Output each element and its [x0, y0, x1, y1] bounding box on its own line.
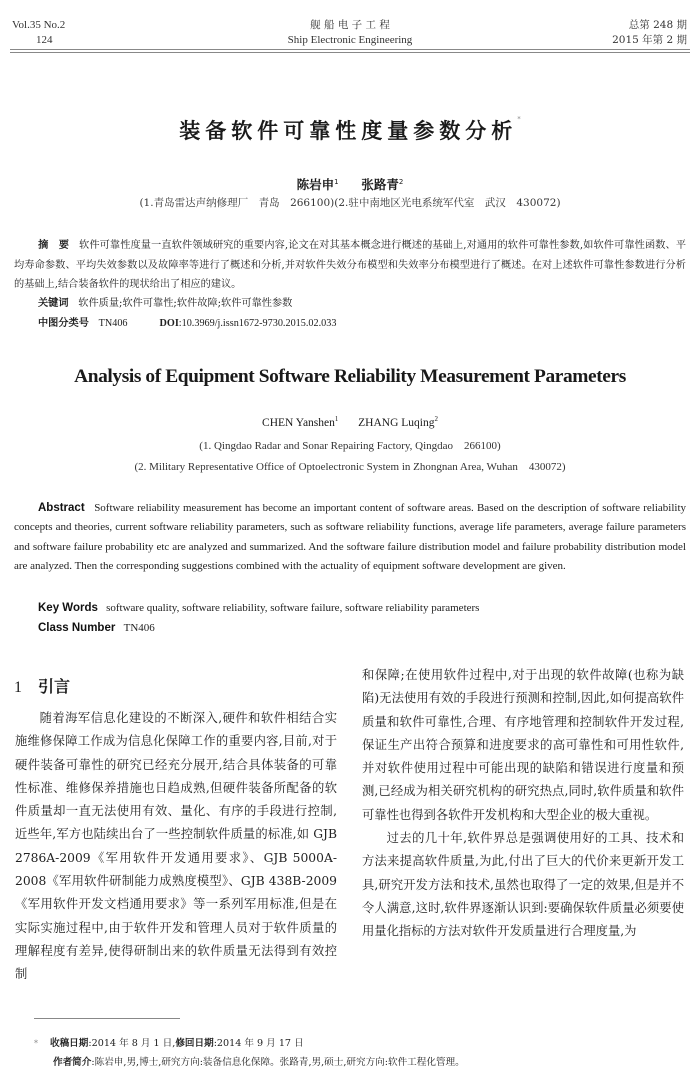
- abstract-en: [14, 499, 686, 577]
- title-footnote-mark: *: [517, 115, 521, 123]
- paper-title-en: Analysis of Equipment Software Reliability Measurement Parameters: [74, 366, 626, 387]
- journal-name-cn: 舰 船 电 子 工 程: [310, 19, 390, 31]
- page-number: 124: [36, 34, 53, 46]
- body-column-right: [362, 664, 684, 944]
- received-date: :2014 年 8 月 1 日,: [88, 1038, 176, 1049]
- doi-value: :10.3969/j.issn1672-9730.2015.02.033: [178, 318, 337, 329]
- keywords-en: [14, 599, 686, 618]
- paragraph: 随着海军信息化建设的不断深入,硬件和软件相结合实施维修保障工作成为信息化保障工作的重要内容,目前,对于硬件装备可靠性的研究已经充分展开,结合具体装备的可靠性标准、维修保养措施也日趋成熟,但硬件装备所配备的软件质量却一直无法使用有效、量化、有序的手段进行控制,近些年,军方也陆续出台了一些控制软件质量的标准,如 GJB 2786A-2009《军用软件开发通用要求》、GJB 5000A-2008《军用软件研制能力成熟度模型》、GJB 438B-2009《军用软件开发文档通用要求》等一系列军用标准,但是在实际实施过程中,由于软件开发和管理人员对于软件质量的理解程度有差异,使得研制出来的软件质量无法得到有效控制: [15, 711, 337, 982]
- classification-cn: [14, 314, 686, 334]
- author-2-affil-mark: 2: [398, 177, 404, 186]
- affiliation-1-en: (1. Qingdao Radar and Sonar Repairing Factory, Qingdao 266100): [199, 440, 501, 452]
- abstract-text-cn: 软件可靠性度量一直软件领域研究的重要内容,论文在对其基本概念进行概述的基础上,对通用的软件可靠性参数,如软件可靠性函数、平均寿命参数、平均失效参数以及故障率等进行了概述和分析,并对软件失效分布模型和失效率分布模型进行了概述。在对上述软件可靠性参数进行分析的基础上,结合装备软件的现状给出了相应的建议。: [14, 240, 687, 290]
- affiliation-2-en: (2. Military Representative Office of Optoelectronic System in Zhongnan Area, Wuhan 430072): [134, 461, 566, 473]
- abstract-cn: [14, 236, 686, 295]
- author-2-en: ZHANG Luqing: [358, 416, 435, 429]
- abstract-label-cn: 摘 要: [38, 240, 69, 251]
- body-column-left: [15, 707, 337, 987]
- issue-total: 总第 248 期: [628, 19, 687, 31]
- author-2-en-affil-mark: 2: [434, 415, 438, 423]
- keywords-label-cn: 关键词: [38, 298, 69, 309]
- class-label-en: Class Number: [38, 622, 116, 634]
- classification-en: [14, 619, 686, 638]
- author-1-affil-mark: 1: [334, 177, 339, 186]
- section-heading: [14, 674, 70, 697]
- section-title: 引言: [38, 677, 71, 696]
- affiliations-cn: (1.青岛雷达声纳修理厂 青岛 266100)(2.驻中南地区光电系统军代室 武汉 430072): [139, 197, 561, 209]
- keywords-text-cn: 软件质量;软件可靠性;软件故障;软件可靠性参数: [78, 298, 293, 309]
- paper-title-cn: [0, 115, 700, 145]
- class-number-en: TN406: [123, 622, 155, 634]
- paragraph: 过去的几十年,软件界总是强调使用好的工具、技术和方法来提高软件质量,为此,付出了巨大的代价来更新开发工具,研究开发方法和技术,虽然也取得了一定的效果,但是并不令人满意,这时,软件界逐渐认识到:要确保软件质量必须要使用量化指标的方法对软件开发质量进行合理度量,为: [362, 831, 684, 939]
- class-number-cn: TN406: [98, 318, 128, 329]
- abstract-text-en: Software reliability measurement has become an important content of software areas. Based on the description of software reliability concepts and theories, current software reliability parameters, such as software reliability functions, average life parameters, average failure parameters and software failure probability etc are analyzed and summarized. And the software failure distribution model and failure probability distribution model are analyzed. Then the corresponding suggestions combined with the actuality of equipment software development are given.: [14, 502, 687, 573]
- header-rule: [10, 49, 690, 53]
- revised-label: 修回日期: [175, 1038, 214, 1049]
- footnote-mark: *: [34, 1039, 38, 1048]
- author-1: 陈岩申: [296, 177, 335, 192]
- issue-year: 2015 年第 2 期: [612, 34, 687, 46]
- abstract-label-en: Abstract: [38, 502, 85, 514]
- title-text: 装备软件可靠性度量参数分析: [179, 119, 518, 143]
- footnote-dates: [34, 1037, 304, 1051]
- keywords-label-en: Key Words: [38, 602, 98, 614]
- keywords-cn: [14, 294, 686, 314]
- bio-text: :陈岩申,男,博士,研究方向:装备信息化保障。张路青,男,硕士,研究方向:软件工程化管理。: [91, 1057, 465, 1068]
- section-number: 1: [14, 679, 22, 696]
- doi-label: DOI: [159, 318, 179, 329]
- bio-label: 作者简介: [53, 1057, 92, 1068]
- author-2: 张路青: [361, 177, 399, 192]
- footnote-rule: [34, 1018, 180, 1019]
- revised-date: :2014 年 9 月 17 日: [213, 1038, 304, 1049]
- authors-en: [0, 415, 700, 429]
- authors-cn: [0, 175, 700, 193]
- received-label: 收稿日期: [50, 1038, 89, 1049]
- class-label-cn: 中图分类号: [38, 318, 89, 329]
- footnote-bio: [53, 1056, 465, 1070]
- volume-number: Vol.35 No.2: [12, 19, 66, 31]
- author-1-en: CHEN Yanshen: [262, 416, 335, 429]
- paragraph: 和保障;在使用软件过程中,对于出现的软件故障(也称为缺陷)无法使用有效的手段进行预测和控制,因此,如何提高软件质量和软件可靠性,合理、有序地管理和控制软件开发过程,保证生产出符合预算和进度要求的高可靠性和可用性软件,并对软件使用过程中可能出现的缺陷和错误进行度量和预测,已经成为相关研究机构的研究热点,同时,软件质量和软件可靠性也得到各软件开发机构和大型企业的极大重视。: [362, 668, 684, 822]
- author-1-en-affil-mark: 1: [334, 415, 339, 423]
- journal-name-en: Ship Electronic Engineering: [287, 34, 413, 46]
- keywords-text-en: software quality, software reliability, software failure, software reliability parameters: [106, 602, 480, 614]
